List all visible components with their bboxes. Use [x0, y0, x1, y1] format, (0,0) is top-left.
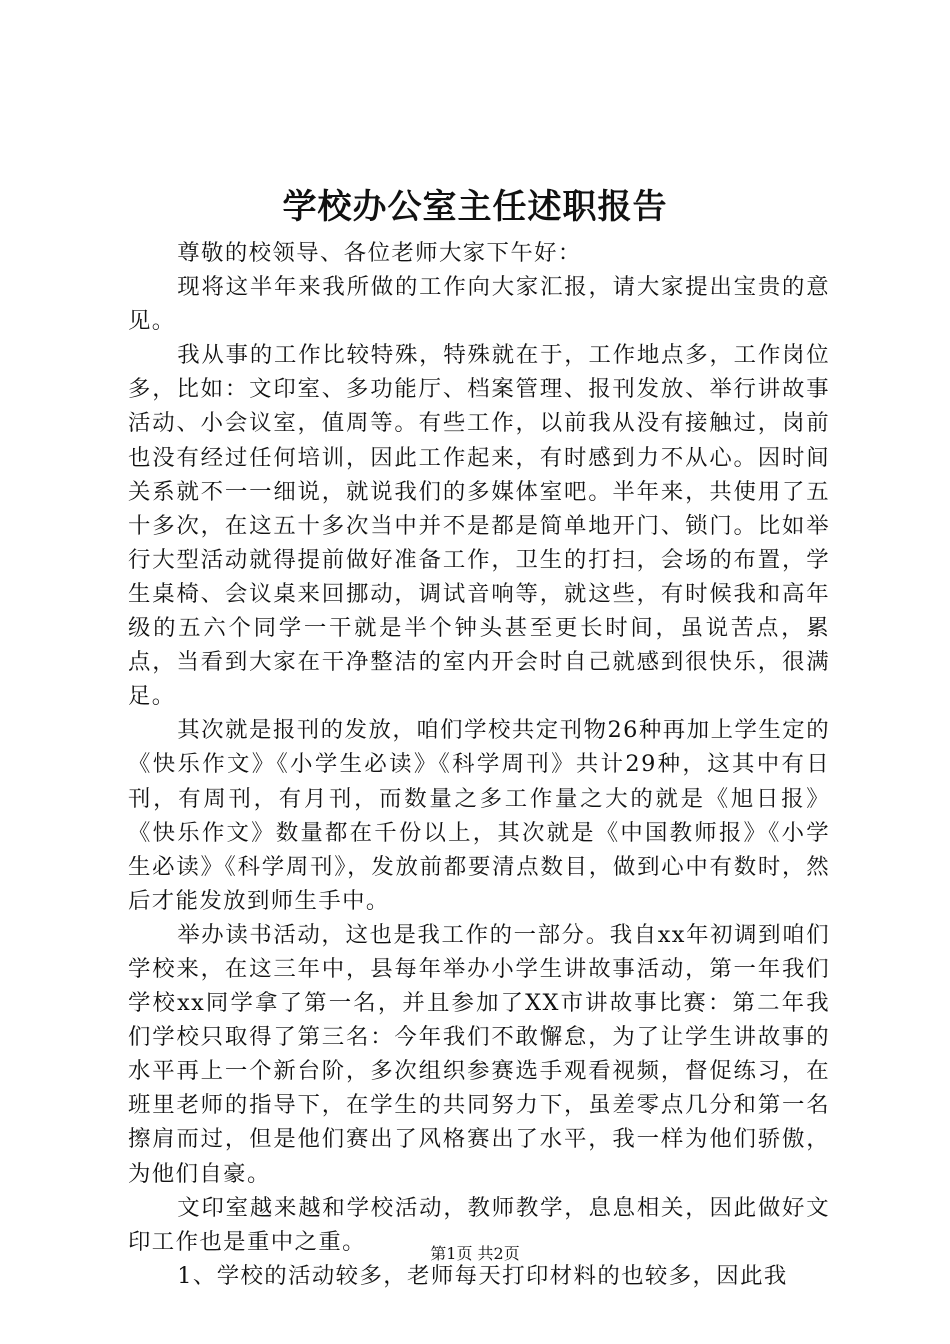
- paragraph-intro: 现将这半年来我所做的工作向大家汇报，请大家提出宝贵的意见。: [128, 274, 830, 335]
- document-body: [128, 236, 830, 1293]
- paragraph-work-overview: 我从事的工作比较特殊，特殊就在于，工作地点多，工作岗位多，比如：文印室、多功能厅、档案管理、报刊发放、举行讲故事活动、小会议室，值周等。有些工作，以前我从没有接触过，岗前也没有经过任何培训，因此工作起来，有时感到力不从心。因时间关系就不一一细说，就说我们的多媒体室吧。半年来，共使用了五十多次，在这五十多次当中并不是都是简单地开门、锁门。比如举行大型活动就得提前做好准备工作，卫生的打扫，会场的布置，学生桌椅、会议桌来回挪动，调试音响等，就这些，有时候我和高年级的五六个同学一干就是半个钟头甚至更长时间，虽说苦点，累点，当看到大家在干净整洁的室内开会时自己就感到很快乐，很满足。: [128, 342, 830, 710]
- paragraph-item-1: 1、学校的活动较多，老师每天打印材料的也较多，因此我: [177, 1262, 788, 1289]
- paragraph-greeting: 尊敬的校领导、各位老师大家下午好：: [177, 240, 582, 266]
- paragraph-periodicals: 其次就是报刊的发放，咱们学校共定刊物26种再加上学生定的《快乐作文》《小学生必读》《科学周刊》共计29种，这其中有日刊，有周刊，有月刊，而数量之多工作量之大的就是《旭日报》《快乐作文》数量都在千份以上，其次就是《中国教师报》《小学生必读》《科学周刊》，发放前都要清点数目，做到心中有数时，然后才能发放到师生手中。: [128, 717, 830, 914]
- paragraph-print-room: 文印室越来越和学校活动，教师教学，息息相关，因此做好文印工作也是重中之重。: [128, 1194, 830, 1255]
- document-title: 学校办公室主任述职报告: [282, 187, 668, 227]
- paragraph-reading-activity: 举办读书活动，这也是我工作的一部分。我自xx年初调到咱们学校来，在这三年中，县每年举办小学生讲故事活动，第一年我们学校xx同学拿了第一名，并且参加了XX市讲故事比赛：第二年我们学校只取得了第三名：今年我们不敢懈怠，为了让学生讲故事的水平再上一个新台阶，多次组织参赛选手观看视频，督促练习，在班里老师的指导下，在学生的共同努力下，虽差零点几分和第一名擦肩而过，但是他们赛出了风格赛出了水平，我一样为他们骄傲，为他们自豪。: [128, 921, 830, 1187]
- page-number-footer: 第1页 共2页: [430, 1244, 520, 1263]
